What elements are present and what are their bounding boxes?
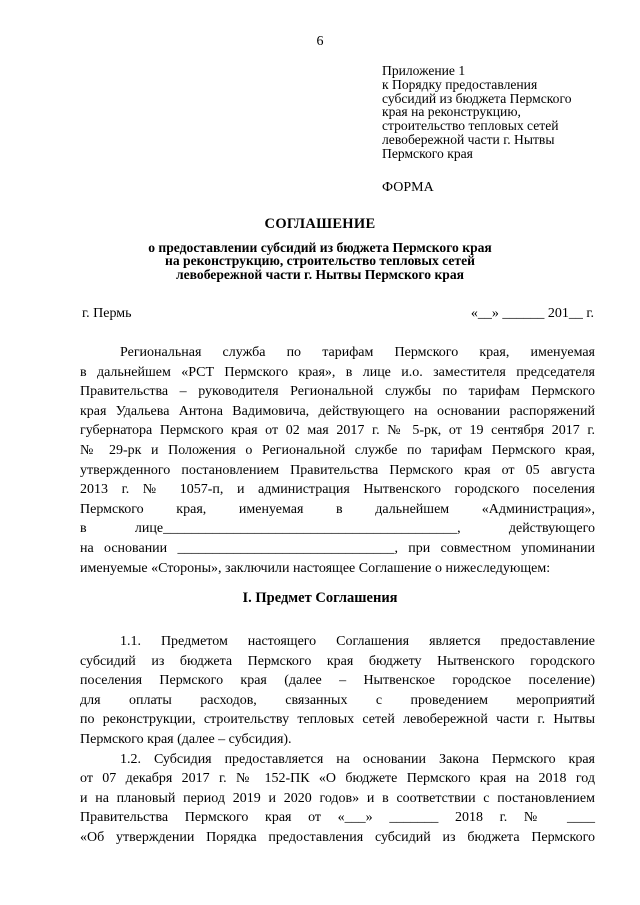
text-line: губернатора Пермского края от 02 мая 2017 г. № 5-рк, от 19 сентября 2017 г. <box>80 423 595 439</box>
appendix-line: строительство тепловых сетей <box>382 118 559 134</box>
text-line: края Удальева Антона Вадимовича, действующего на основании распоряжений <box>80 403 595 419</box>
text-line: 1.1. Предметом настоящего Соглашения является предоставление <box>120 634 595 649</box>
text-line: Пермского края (далее – субсидия). <box>80 731 292 747</box>
place-of-signing: г. Пермь <box>82 306 132 321</box>
text-line: Правительства – руководителя Региональной службы по тарифам Пермского <box>80 384 595 400</box>
text-line: 2013 г. № 1057-п, и администрация Нытвенского городского поселения <box>80 482 595 498</box>
text-line: именуемые «Стороны», заключили настоящее Соглашение о нижеследующем: <box>80 560 551 576</box>
appendix-line: левобережной части г. Нытвы <box>382 131 555 147</box>
section-1-body <box>80 632 595 848</box>
text-line: в дальнейшем «РСТ Пермского края», в лице и.о. заместителя председателя <box>80 364 595 380</box>
section-heading: I. Предмет Соглашения <box>242 590 398 606</box>
text-line: № 29-рк и Положения о Региональной службе по тарифам Пермского края, <box>80 442 595 458</box>
text-line: 1.2. Субсидия предоставляется на основании Закона Пермского края <box>120 751 595 767</box>
text-line: «Об утверждении Порядка предоставления субсидий из бюджета Пермского <box>80 829 595 845</box>
form-label: ФОРМА <box>382 180 434 195</box>
appendix-note <box>382 64 602 161</box>
text-line: для оплаты расходов, связанных с проведением мероприятий <box>80 692 595 708</box>
page-number: 6 <box>316 34 324 49</box>
subtitle-line: на реконструкцию, строительство тепловых сетей <box>165 253 475 269</box>
text-line: субсидий из бюджета Пермского края бюджету Нытвенского городского <box>80 653 595 669</box>
appendix-line: субсидий из бюджета Пермского <box>382 90 572 106</box>
text-line: по реконструкции, строительству тепловых сетей левобережной части г. Нытвы <box>80 712 595 728</box>
appendix-line: края на реконструкцию, <box>382 104 521 120</box>
text-line: утвержденного постановлением Правительства Пермского края от 05 августа <box>80 462 595 478</box>
appendix-line: к Порядку предоставления <box>382 76 538 92</box>
document-subtitle <box>0 241 640 281</box>
date-of-signing: «__» ______ 201__ г. <box>470 306 594 321</box>
text-line: в лице__________________________________________, действующего <box>80 521 595 537</box>
appendix-line: Приложение 1 <box>382 63 466 78</box>
appendix-line: Пермского края <box>382 145 473 161</box>
text-line: от 07 декабря 2017 г. № 152-ПК «О бюджете Пермского края на 2018 год <box>80 771 595 787</box>
text-line: Региональная служба по тарифам Пермского края, именуемая <box>120 345 595 360</box>
text-line: поселения Пермского края (далее – Нытвенское городское поселение) <box>80 673 595 689</box>
preamble-paragraph <box>80 343 595 578</box>
text-line: Правительства Пермского края от «___» _______ 2018 г. № ____ <box>80 810 595 826</box>
document-title: СОГЛАШЕНИЕ <box>264 216 376 232</box>
subtitle-line: левобережной части г. Нытвы Пермского края <box>175 266 464 282</box>
text-line: и на плановый период 2019 и 2020 годов» и в соответствии с постановлением <box>80 790 595 806</box>
text-line: на основании _______________________________, при совместном упоминании <box>80 540 595 556</box>
subtitle-line: о предоставлении субсидий из бюджета Пермского края <box>148 240 492 255</box>
text-line: Пермского края, именуемая в дальнейшем «Администрация», <box>80 501 595 517</box>
